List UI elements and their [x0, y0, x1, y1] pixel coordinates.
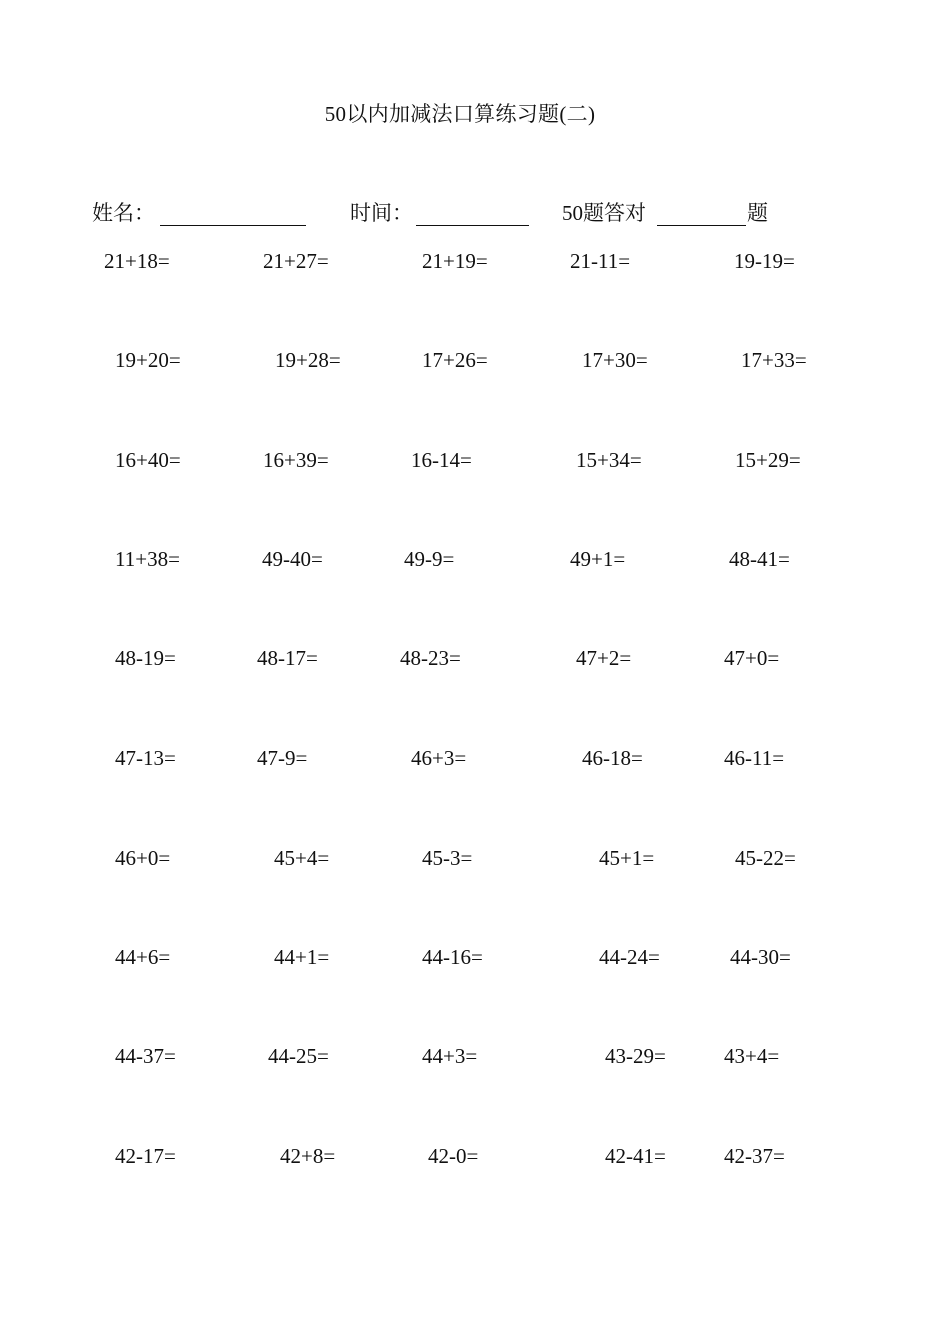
- problem-item: 48-41=: [729, 547, 790, 571]
- problem-item: 17+26=: [422, 348, 488, 372]
- problem-item: 44+1=: [274, 945, 330, 969]
- problem-item: 46+3=: [411, 746, 467, 770]
- problem-item: 44-24=: [599, 945, 660, 969]
- problem-item: 42-37=: [724, 1144, 785, 1168]
- time-label: 时间：: [350, 201, 413, 225]
- problem-item: 19+28=: [275, 348, 341, 372]
- problem-item: 49-9=: [404, 547, 455, 571]
- problem-item: 45-3=: [422, 846, 473, 870]
- problem-item: 44-25=: [268, 1044, 329, 1068]
- problem-item: 44-37=: [115, 1044, 176, 1068]
- score-suffix: 题: [747, 201, 768, 225]
- score-blank[interactable]: [657, 225, 746, 226]
- problem-item: 43+4=: [724, 1044, 780, 1068]
- problem-item: 48-23=: [400, 646, 461, 670]
- problem-item: 15+29=: [735, 448, 801, 472]
- time-blank[interactable]: [416, 225, 529, 226]
- name-label: 姓名：: [92, 201, 155, 225]
- score-label: 50题答对: [562, 201, 646, 225]
- problem-item: 43-29=: [605, 1044, 666, 1068]
- problem-item: 46-11=: [724, 746, 785, 770]
- problem-item: 15+34=: [576, 448, 642, 472]
- problem-item: 45+1=: [599, 846, 655, 870]
- problem-item: 47-13=: [115, 746, 176, 770]
- problem-item: 16+40=: [115, 448, 181, 472]
- problem-item: 44+6=: [115, 945, 171, 969]
- problem-item: 47+2=: [576, 646, 632, 670]
- problem-item: 47-9=: [257, 746, 308, 770]
- problem-item: 11+38=: [115, 547, 180, 571]
- problem-item: 21+18=: [104, 249, 170, 273]
- name-blank[interactable]: [160, 225, 306, 226]
- problem-item: 21-11=: [570, 249, 631, 273]
- problem-item: 48-17=: [257, 646, 318, 670]
- problem-item: 21+19=: [422, 249, 488, 273]
- problem-item: 46-18=: [582, 746, 643, 770]
- problem-item: 49-40=: [262, 547, 323, 571]
- problem-item: 42+8=: [280, 1144, 336, 1168]
- problem-item: 16-14=: [411, 448, 472, 472]
- problem-item: 17+33=: [741, 348, 807, 372]
- problem-item: 42-0=: [428, 1144, 479, 1168]
- problem-item: 42-41=: [605, 1144, 666, 1168]
- problem-item: 21+27=: [263, 249, 329, 273]
- problem-item: 42-17=: [115, 1144, 176, 1168]
- problem-item: 19+20=: [115, 348, 181, 372]
- problem-item: 44+3=: [422, 1044, 478, 1068]
- problem-item: 17+30=: [582, 348, 648, 372]
- problem-item: 45-22=: [735, 846, 796, 870]
- problem-item: 44-16=: [422, 945, 483, 969]
- problem-item: 44-30=: [730, 945, 791, 969]
- problem-item: 45+4=: [274, 846, 330, 870]
- problem-item: 19-19=: [734, 249, 795, 273]
- problem-item: 49+1=: [570, 547, 626, 571]
- problem-item: 48-19=: [115, 646, 176, 670]
- problem-item: 47+0=: [724, 646, 780, 670]
- problem-item: 16+39=: [263, 448, 329, 472]
- problem-item: 46+0=: [115, 846, 171, 870]
- worksheet-title: 50以内加减法口算练习题(二): [324, 102, 596, 126]
